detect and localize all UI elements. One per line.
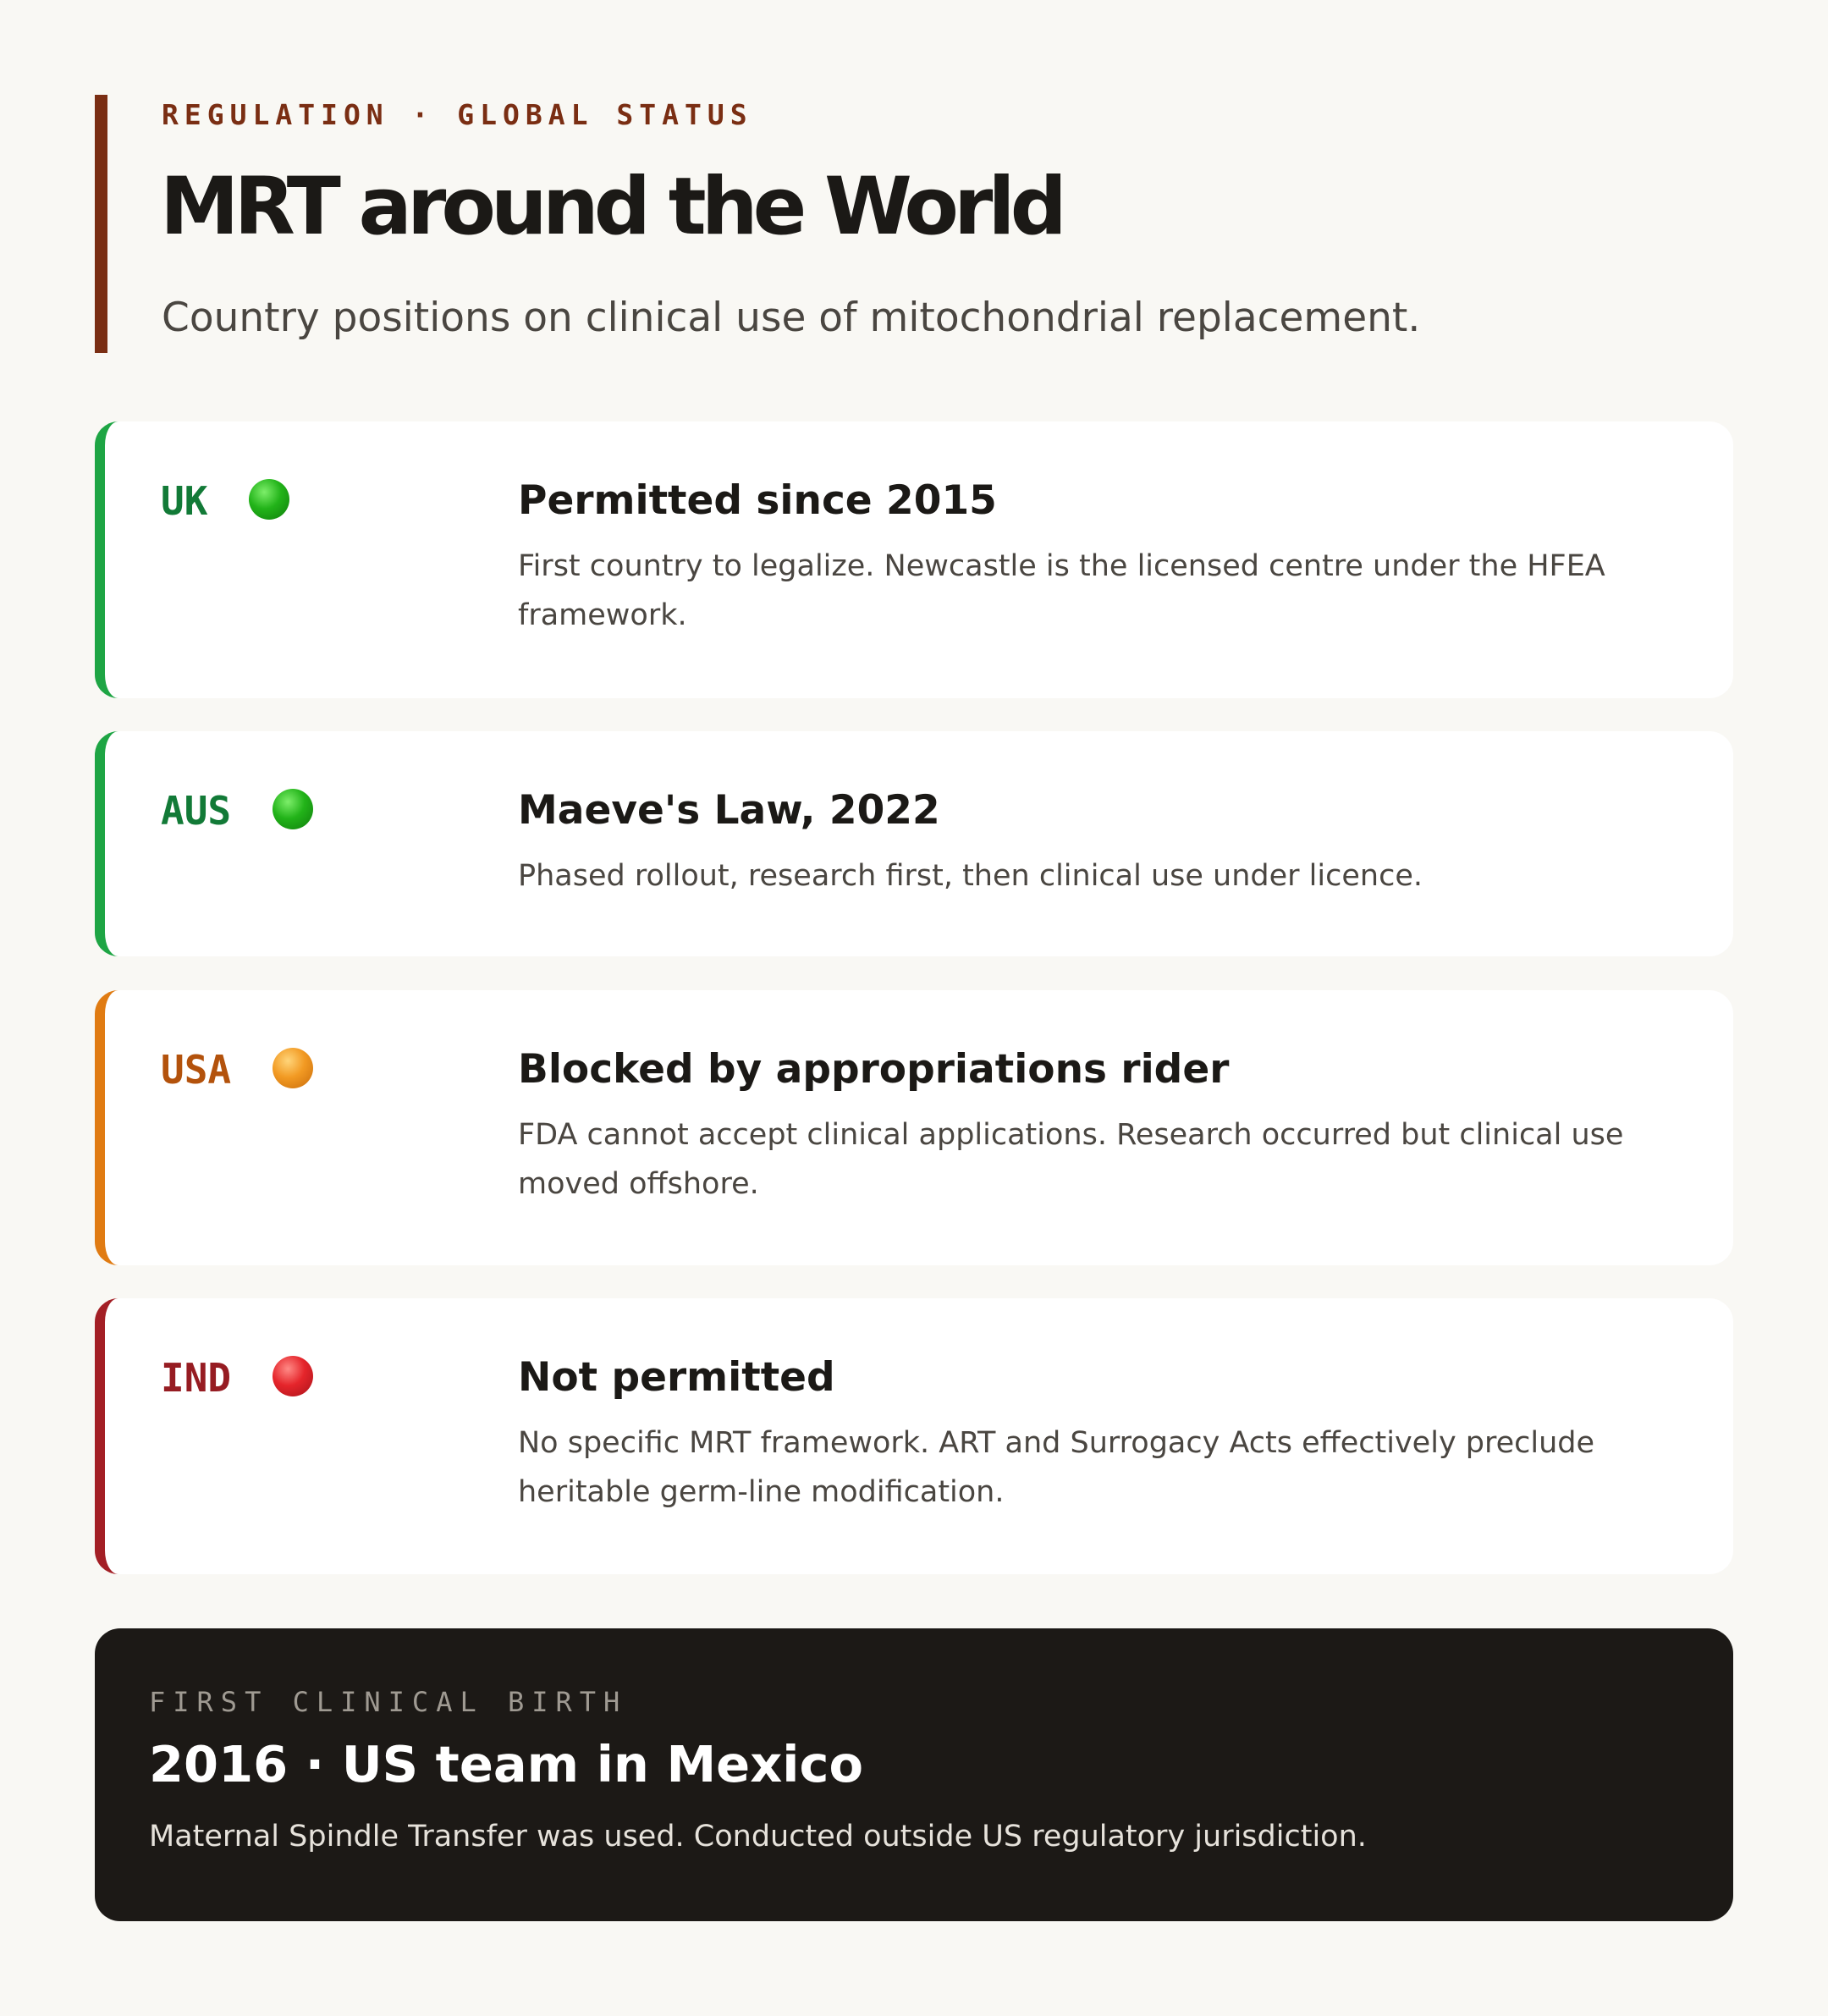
country-status: Not permitted <box>518 1354 835 1401</box>
country-status: Blocked by appropriations rider <box>518 1046 1230 1093</box>
callout-title: 2016 · US team in Mexico <box>149 1735 863 1793</box>
country-code: USA <box>161 1047 232 1093</box>
page-subtitle: Country positions on clinical use of mitochondrial replacement. <box>162 295 1421 341</box>
country-code: AUS <box>161 788 232 834</box>
country-card-ind <box>95 1298 1733 1574</box>
country-description: No specific MRT framework. ART and Surrogacy Acts effectively preclude heritable germ-line modification. <box>518 1426 1595 1509</box>
country-card-uk <box>95 421 1733 698</box>
country-card-usa <box>95 990 1733 1265</box>
header-eyebrow: REGULATION · GLOBAL STATUS <box>162 98 753 131</box>
callout-description: Maternal Spindle Transfer was used. Conducted outside US regulatory jurisdiction. <box>149 1820 1367 1854</box>
country-status: Permitted since 2015 <box>518 477 997 524</box>
country-status: Maeve's Law, 2022 <box>518 787 940 834</box>
red-status-dot-icon <box>273 1356 313 1396</box>
green-status-dot-icon <box>249 479 289 520</box>
callout-eyebrow: FIRST CLINICAL BIRTH <box>149 1686 628 1718</box>
page-header <box>95 95 1737 353</box>
amber-status-dot-icon <box>273 1048 313 1088</box>
country-description: First country to legalize. Newcastle is the licensed centre under the HFEA framework. <box>518 549 1605 632</box>
page-title: MRT around the World <box>160 161 1062 253</box>
country-description: Phased rollout, research first, then clinical use under licence. <box>518 859 1423 893</box>
green-status-dot-icon <box>273 789 313 829</box>
first-birth-callout <box>95 1628 1733 1921</box>
country-description: FDA cannot accept clinical applications. Research occurred but clinical use moved offshore. <box>518 1118 1624 1201</box>
country-code: IND <box>161 1355 232 1401</box>
country-code: UK <box>161 478 208 524</box>
country-card-aus <box>95 731 1733 956</box>
